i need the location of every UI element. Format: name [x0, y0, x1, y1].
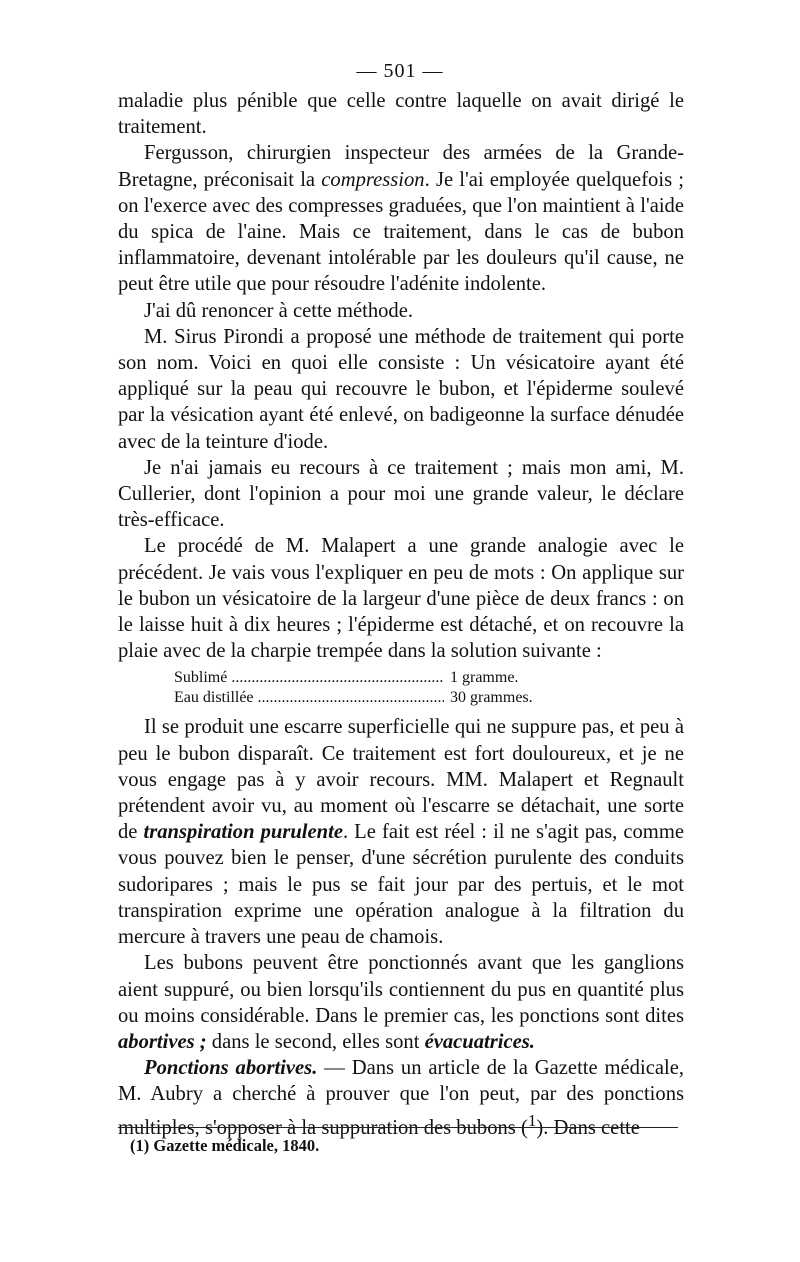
emphasis-evacuatrices: évacuatrices. — [424, 1030, 535, 1053]
paragraph-3: J'ai dû renoncer à cette méthode. — [144, 299, 414, 322]
paragraph-7: Il se produit une escarre superficielle qui ne suppure pas, et peu à peu le bubon disparaît. Ce traitement est fort douloureux, et je ne vous engage pas à y avoir recours. MM. Malapert et Regnault prétendent avoir vu, au moment où l'escarre se détachait, une sorte de transpiration purulente. Le fait est réel : il ne s'agit pas, comme vous pouvez bien le penser, d'une sécrétion purulente des conduits sudoripares ; mais le pus se fait jour par des pertuis, et le mot transpiration exprime une opération analogue à la filtration du mercure à travers une peau de chamois. — [118, 716, 684, 949]
footnote-marker: (1) — [130, 1136, 150, 1155]
paragraph-8: Les bubons peuvent être ponctionnés avant que les ganglions aient suppuré, ou bien lorsqu'ils contiennent du pus en quantité plus ou moins considérable. Dans le premier cas, les ponctions sont dites abortives ; dans le second, elles sont évacuatrices. — [118, 952, 684, 1053]
section-heading-ponctions: Ponctions abortives. — [144, 1057, 318, 1080]
formula-quantity: 1 gramme. — [450, 669, 519, 687]
paragraph-6: Le procédé de M. Malapert a une grande analogie avec le précédent. Je vais vous l'expliquer en peu de mots : On applique sur le bubon un vésicatoire de la largeur d'une pièce de deux francs : on le laisse huit à dix heures ; l'épiderme est détaché, et on recouvre la plaie avec de la charpie trempée dans la solution suivante : — [118, 535, 684, 663]
formula-ingredient: Eau distillée ..... — [174, 688, 444, 708]
footnote-reference: 1 — [527, 1110, 537, 1130]
page-body — [118, 88, 684, 1141]
emphasis-compression: compression — [321, 168, 425, 191]
footnote-text: Gazette médicale, 1840. — [149, 1136, 320, 1155]
formula-row — [174, 668, 684, 688]
paragraph-4: M. Sirus Pirondi a proposé une méthode de traitement qui porte son nom. Voici en quoi elle consiste : Un vésicatoire ayant été appliqué sur la peau qui recouvre le bubon, et l'épiderme soulevé par la vésication ayant été enlevé, on badigeonne la surface dénudée avec de la teinture d'iode. — [118, 325, 684, 453]
footnote — [130, 1136, 319, 1156]
formula-quantity: 30 grammes. — [450, 689, 533, 707]
paragraph-1: maladie plus pénible que celle contre laquelle on avait dirigé le traitement. — [118, 90, 684, 139]
formula-row — [174, 688, 684, 708]
paragraph-5: Je n'ai jamais eu recours à ce traitement ; mais mon ami, M. Cullerier, dont l'opinion a pour moi une grande valeur, le déclare très-efficace. — [118, 456, 684, 532]
footnote-rule — [118, 1127, 678, 1128]
page-number: — 501 — — [356, 60, 444, 82]
paragraph-9: Ponctions abortives. — Dans un article de la Gazette médicale, M. Aubry a cherché à prouver que l'on peut, par des ponctions multiples, s'opposer à la suppuration des bubons ($^1$). Dans cette — [118, 1057, 684, 1139]
emphasis-transpiration: transpiration purulente — [143, 821, 343, 844]
prescription-formula — [174, 668, 684, 708]
emphasis-abortives: abortives ; — [118, 1030, 207, 1053]
formula-ingredient: Sublimé ..... — [174, 668, 444, 688]
paragraph-2: Fergusson, chirurgien inspecteur des armées de la Grande-Bretagne, préconisait la compression. Je l'ai employée quelquefois ; on l'exerce avec des compresses graduées, que l'on maintient à l'aide du spica de l'aine. Mais ce traitement, dans le cas de bubon inflammatoire, devenant intolérable par les douleurs qu'il cause, ne peut être utile que pour résoudre l'adénite indolente. — [118, 142, 684, 296]
